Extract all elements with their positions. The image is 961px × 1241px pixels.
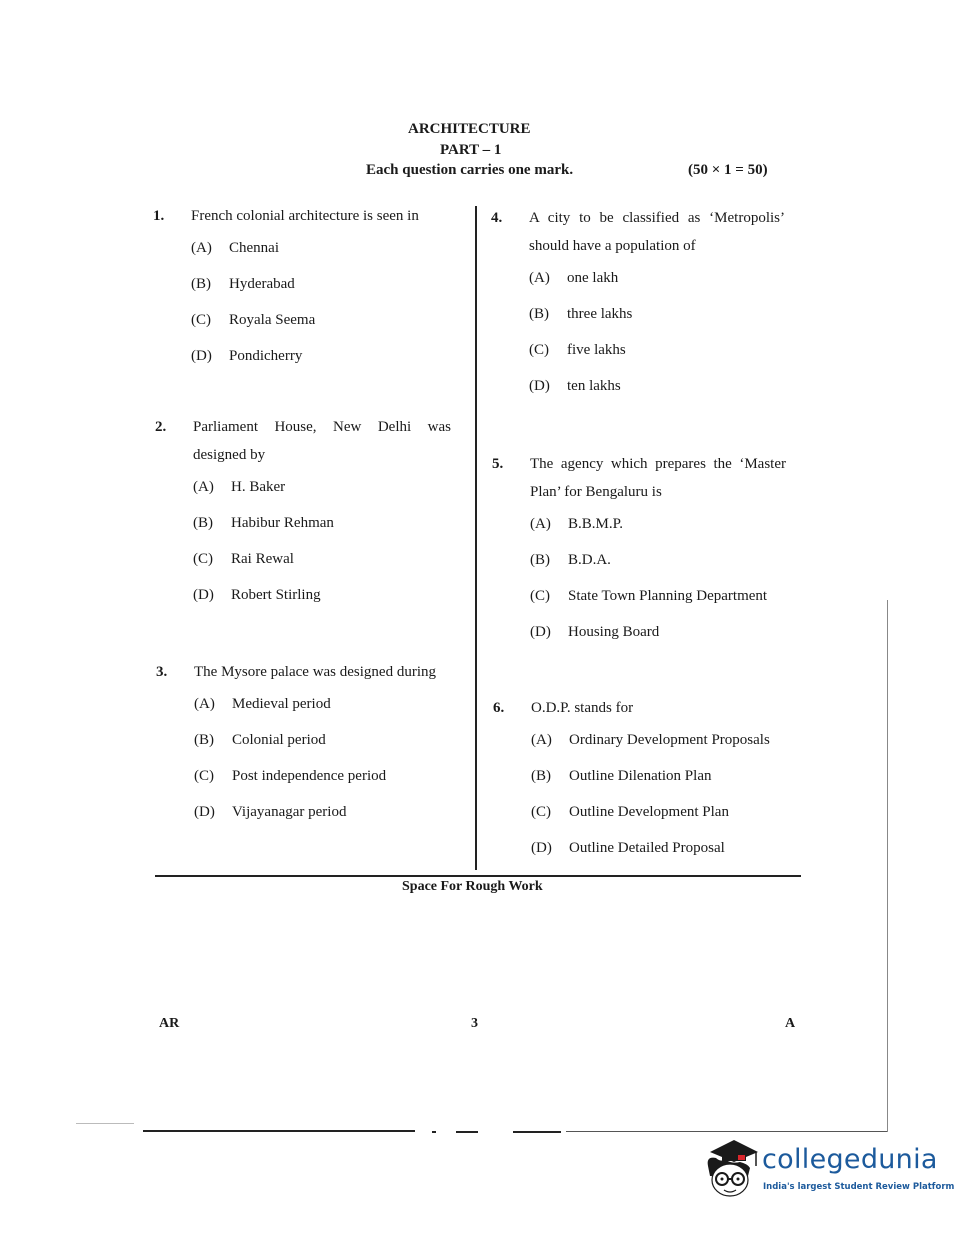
option-a: (A) one lakh [529, 270, 619, 286]
option-b: (B) B.D.A. [530, 552, 611, 568]
option-c: (C) State Town Planning Department [530, 588, 768, 604]
page-number: 3 [471, 1016, 478, 1031]
total-marks: (50 × 1 = 50) [688, 162, 768, 178]
question-number: 1. [153, 208, 165, 224]
question-text: A city to be classified as ‘Metropolis’ should have a population of [529, 210, 785, 254]
option-d: (D) Outline Detailed Proposal [531, 840, 725, 856]
question-text: Parliament House, New Delhi was designed by [193, 419, 451, 463]
scan-edge-dash [432, 1131, 436, 1133]
option-c: (C) five lakhs [529, 342, 626, 358]
option-d: (D) Housing Board [530, 624, 660, 640]
question-text: O.D.P. stands for [531, 700, 634, 716]
option-a: (A) Ordinary Development Proposals [531, 732, 770, 748]
option-c: (C) Post independence period [194, 768, 387, 784]
option-a: (A) Chennai [191, 240, 279, 256]
option-c: (C) Royala Seema [191, 312, 316, 328]
part-label: PART – 1 [440, 142, 502, 158]
question-2 [155, 413, 451, 613]
question-number: 6. [493, 700, 505, 716]
rough-work-divider [155, 875, 801, 877]
option-c: (C) Rai Rewal [193, 551, 294, 567]
question-3 [156, 658, 452, 830]
option-b: (B) Habibur Rehman [193, 515, 334, 531]
option-b: (B) Hyderabad [191, 276, 295, 292]
mascot-icon [702, 1136, 762, 1202]
question-6 [493, 694, 789, 866]
option-b: (B) Colonial period [194, 732, 326, 748]
option-c: (C) Outline Development Plan [531, 804, 729, 820]
question-number: 2. [155, 419, 167, 435]
scan-edge-line [513, 1131, 561, 1133]
scan-edge-line [566, 1131, 888, 1132]
rough-work-label: Space For Rough Work [402, 879, 543, 894]
question-number: 5. [492, 456, 504, 472]
subject-title: ARCHITECTURE [408, 121, 531, 137]
question-1 [153, 202, 449, 374]
scan-edge-right [887, 600, 888, 1132]
option-a: (A) H. Baker [193, 479, 286, 495]
scan-edge-line [143, 1130, 415, 1132]
question-4 [491, 204, 785, 404]
brand-tagline: India's largest Student Review Platform [763, 1182, 955, 1192]
option-b: (B) three lakhs [529, 306, 633, 322]
footer-series: A [785, 1016, 796, 1031]
marking-instruction: Each question carries one mark. [366, 162, 574, 178]
question-5 [492, 450, 786, 650]
question-number: 4. [491, 210, 503, 226]
column-divider [475, 206, 477, 870]
collegedunia-logo[interactable] [702, 1136, 955, 1206]
option-b: (B) Outline Dilenation Plan [531, 768, 712, 784]
question-text: The agency which prepares the ‘Master Plan’ for Bengaluru is [530, 456, 786, 500]
brand-name: collegedunia [762, 1144, 938, 1175]
scan-edge-dash [456, 1131, 478, 1133]
option-a: (A) B.B.M.P. [530, 516, 624, 532]
question-number: 3. [156, 664, 168, 680]
option-d: (D) Pondicherry [191, 348, 303, 364]
scan-edge-faint [76, 1123, 134, 1124]
option-a: (A) Medieval period [194, 696, 331, 712]
footer-code: AR [159, 1016, 180, 1031]
option-d: (D) Vijayanagar period [194, 804, 347, 820]
question-text: The Mysore palace was designed during [194, 664, 437, 680]
question-text: French colonial architecture is seen in [191, 208, 419, 224]
option-d: (D) Robert Stirling [193, 587, 321, 603]
option-d: (D) ten lakhs [529, 378, 621, 394]
